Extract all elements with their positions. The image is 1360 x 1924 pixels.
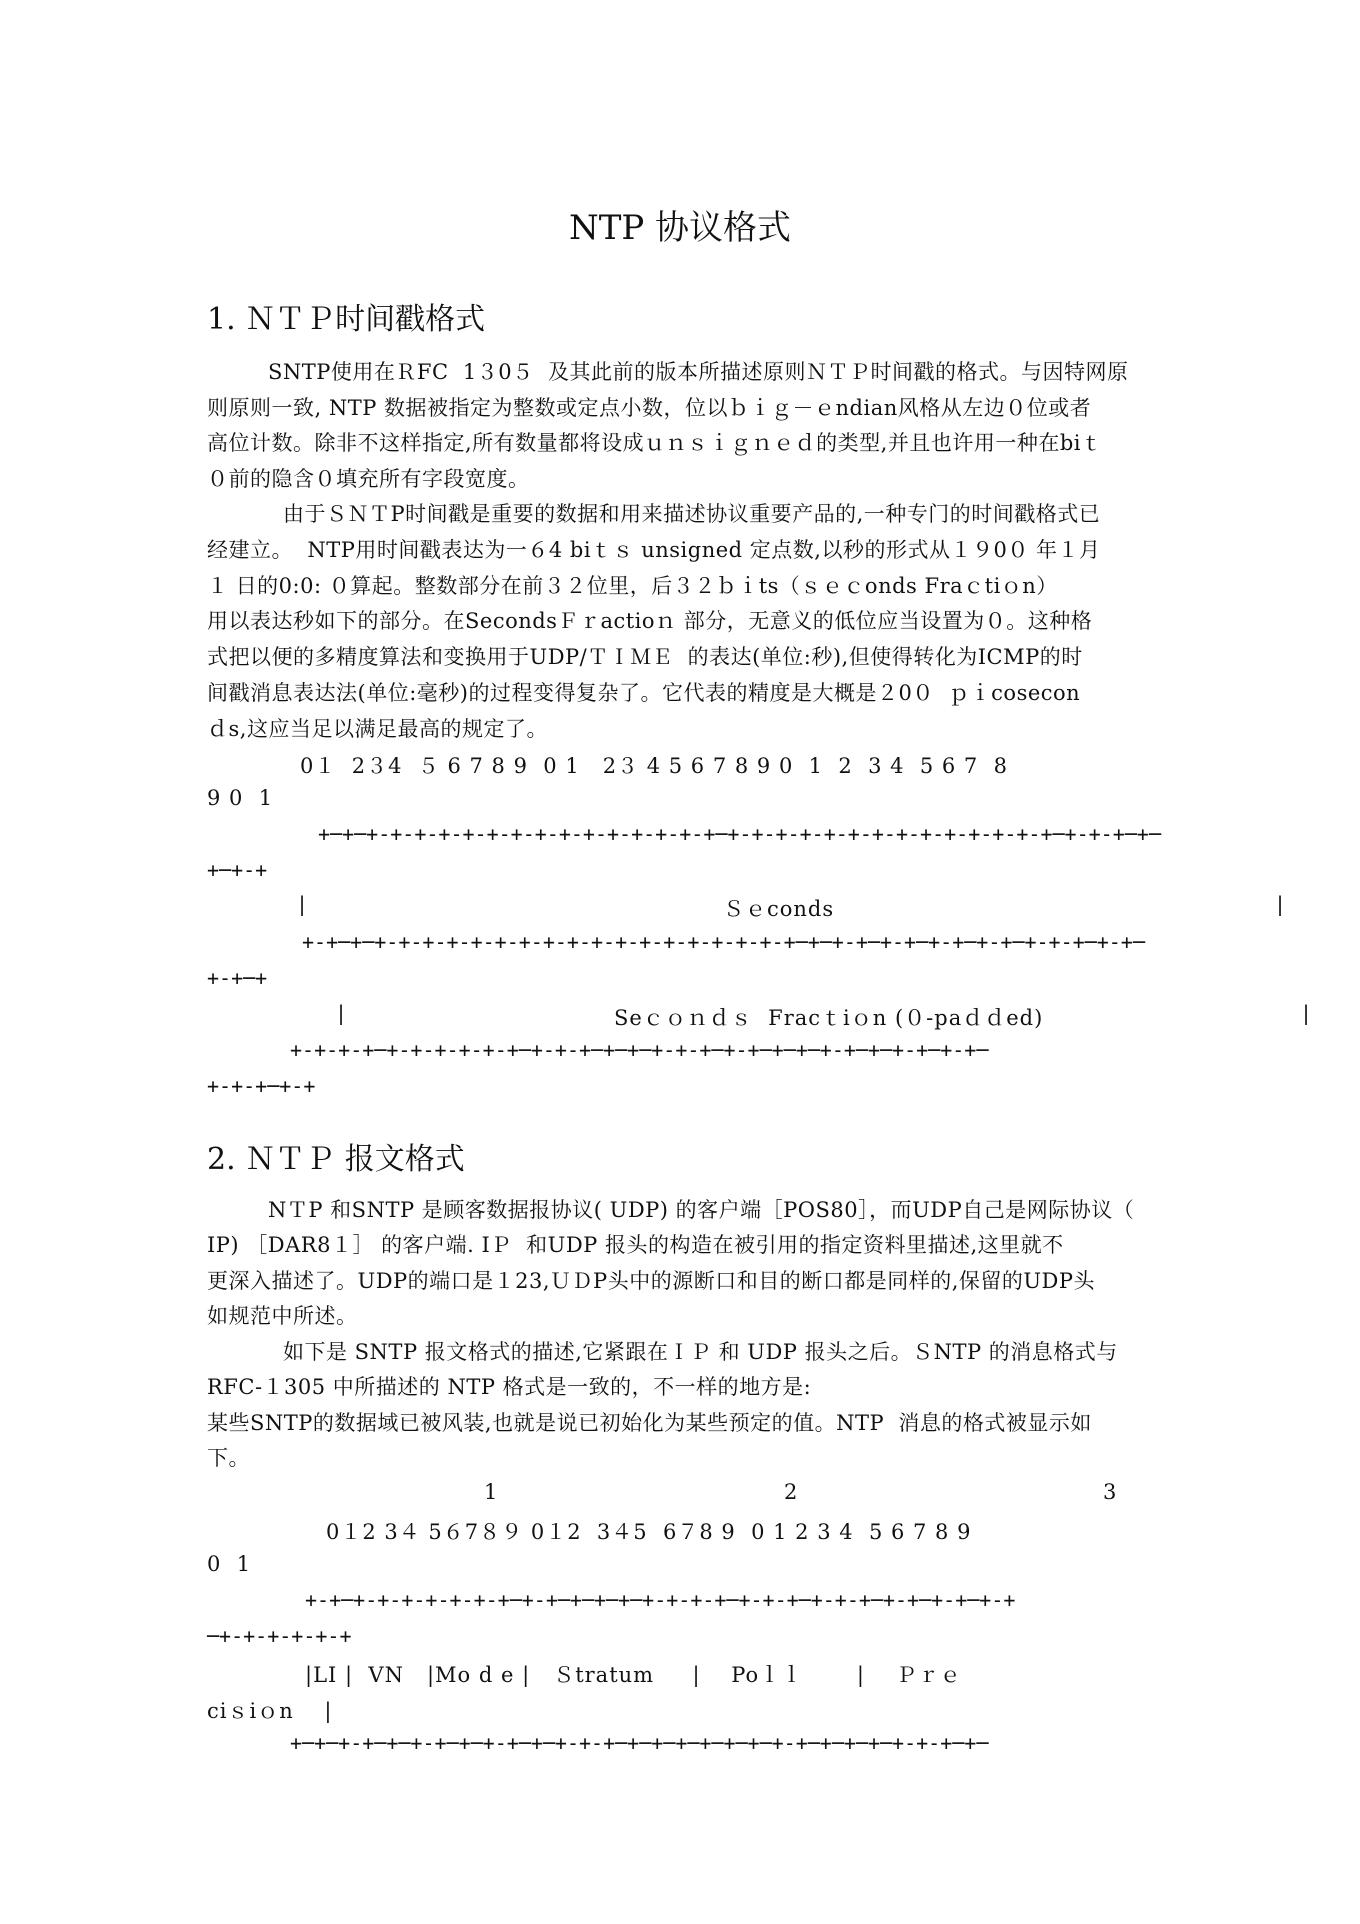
- bit-index-row-wrap: 9 0 1: [207, 786, 274, 810]
- page-title: NTP 协议格式: [568, 208, 792, 248]
- seconds-fraction-field-label: Seｃｏｎｄｓ Fracｔiｏn (０-paｄｄed): [614, 1006, 1044, 1030]
- diagram-border-wrap: ─+-+-+-+-+-+: [207, 1624, 352, 1648]
- diagram-border: +─+─+-+-+-+-+-+-+-+-+-+-+-+-+-+-+─+-+-+-+-+-+-+-+-+-+-+-+-+-+─+-+-+─+─: [318, 822, 1161, 846]
- section-2-para-2-line-4: 下。: [207, 1446, 250, 1470]
- bit-tens-1: 1: [484, 1480, 499, 1504]
- section-1-para-2-line-7: ｄs,这应当足以满足最高的规定了。: [207, 717, 548, 741]
- fraction-field-left-edge: |: [335, 1001, 348, 1025]
- section-1-para-2-line-5: 式把以便的多精度算法和变换用于UDP/ＴＩＭＥ 的表达(单位:秒),但使得转化为ICMP的时: [207, 645, 1083, 669]
- header-fields-row-wrap: ciｓiｏn |: [207, 1699, 333, 1723]
- section-1-para-2-line-1: 由于ＳＮＴP时间戳是重要的数据和用来描述协议重要产品的,一种专门的时间戳格式已: [283, 502, 1101, 526]
- section-2-para-1-line-4: 如规范中所述。: [207, 1304, 358, 1328]
- section-2-para-2-line-2: RFC-１305 中所描述的 NTP 格式是一致的，不一样的地方是:: [207, 1375, 812, 1399]
- diagram-border: +-+-+-+─+-+-+-+-+-+─+-+-+─+─+─+-+-+─+-+─+─+─+-+─+─+-+─+-+─: [290, 1038, 989, 1062]
- diagram-border-wrap: +-+-+─+-+: [207, 1074, 316, 1098]
- seconds-field-label: Ｓｅconds: [723, 897, 835, 921]
- diagram-border-wrap: +-+─+: [207, 966, 268, 990]
- section-2-heading: 2. ＮＴＰ 报文格式: [207, 1142, 465, 1177]
- section-1-para-1-line-4: ０前的隐含０填充所有字段宽度。: [207, 467, 530, 491]
- bit-tens-2: 2: [784, 1480, 799, 1504]
- diagram-border: +-+─+─+-+-+-+-+-+-+-+-+-+-+-+-+-+-+-+-+-+─+─+-+─+-+─+-+─+-+─+-+-+─+-+─: [302, 930, 1145, 954]
- section-1-para-2-line-6: 间戳消息表达法(单位:毫秒)的过程变得复杂了。它代表的精度是大概是２0０ ｐｉcosecon: [207, 681, 1081, 705]
- diagram-border: +─+─+-+─+─+-+─+─+-+─+─+-+-+─+─+─+─+─+─+─+-+─+─+─+─+-+-+─+─: [290, 1731, 989, 1755]
- section-1-para-1-line-1: SNTP使用在ＲFC 1３0５ 及其此前的版本所描述原则ＮＴＰ时间戳的格式。与因特网原: [268, 360, 1129, 384]
- diagram-border-wrap: +─+-+: [207, 858, 268, 882]
- seconds-field-right-edge: |: [1274, 892, 1287, 916]
- bit-tens-3: 3: [1103, 1480, 1118, 1504]
- section-1-heading: 1. ＮＴＰ时间戳格式: [207, 302, 486, 337]
- fraction-field-right-edge: |: [1300, 1001, 1313, 1025]
- section-1-para-1-line-2: 则原则一致, NTP 数据被指定为整数或定点小数，位以ｂｉｇ－ｅndian风格从左边０位或者: [207, 396, 1092, 420]
- section-1-para-2-line-2: 经建立。 NTP用时间戳表达为一６4 biｔｓ unsigned 定点数,以秒的形式从１９0０ 年１月: [207, 538, 1101, 562]
- section-2-para-1-line-1: NＴP 和SNTP 是顾客数据报协议( UDP) 的客户端［POS80］，而UDP自己是网际协议（: [268, 1198, 1135, 1222]
- seconds-field-left-edge: |: [296, 892, 309, 916]
- bit-index-row: 0１2 3４ 5６7８９ 0１2 3４5 6７8 9 0 1 2 3 4 5 6 7 8 9: [326, 1520, 972, 1544]
- section-1-para-1-line-3: 高位计数。除非不这样指定,所有数量都将设成ｕｎｓｉｇｎｅｄ的类型,并且也许用一种在biｔ: [207, 431, 1103, 455]
- header-fields-row: |LI | VN |Mo d e | Ｓtratum | Poｌｌ | Ｐｒｅ: [305, 1663, 962, 1687]
- diagram-border: +-+─+-+-+-+-+-+-+─+-+─+─+─+─+-+-+-+─+-+-+─+-+-+─+-+─+-+─+-+: [305, 1588, 1016, 1612]
- section-2-para-1-line-2: IP) ［DAR8１］ 的客户端. IＰ 和UDP 报头的构造在被引用的指定资料里描述,这里就不: [207, 1233, 1064, 1257]
- section-1-para-2-line-3: １ 日的0:0: ０算起。整数部分在前３２位里，后３２ｂｉts（ｓｅｃonds Fraｃtiｏn）: [207, 574, 1058, 598]
- section-2-para-1-line-3: 更深入描述了。UDP的端口是１23,ＵＤP头中的源断口和目的断口都是同样的,保留的UDP头: [207, 1269, 1096, 1293]
- section-2-para-2-line-1: 如下是 SNTP 报文格式的描述,它紧跟在ＩＰ 和 UDP 报头之后。ＳNTP 的消息格式与: [283, 1340, 1118, 1364]
- bit-index-row: 0１ 2３4 ５ 6 7 8 9 0 1 2３ 4 5 6 7 8 9 0 1 2 3 4 5 6 7 8: [300, 754, 1008, 778]
- section-2-para-2-line-3: 某些SNTP的数据域已被风装,也就是说已初始化为某些预定的值。NTP 消息的格式被显示如: [207, 1411, 1092, 1435]
- section-1-para-2-line-4: 用以表达秒如下的部分。在SecondsＦｒactioｎ 部分，无意义的低位应当设置为０。这种格: [207, 609, 1093, 633]
- bit-index-row-wrap: 0 1: [207, 1552, 252, 1576]
